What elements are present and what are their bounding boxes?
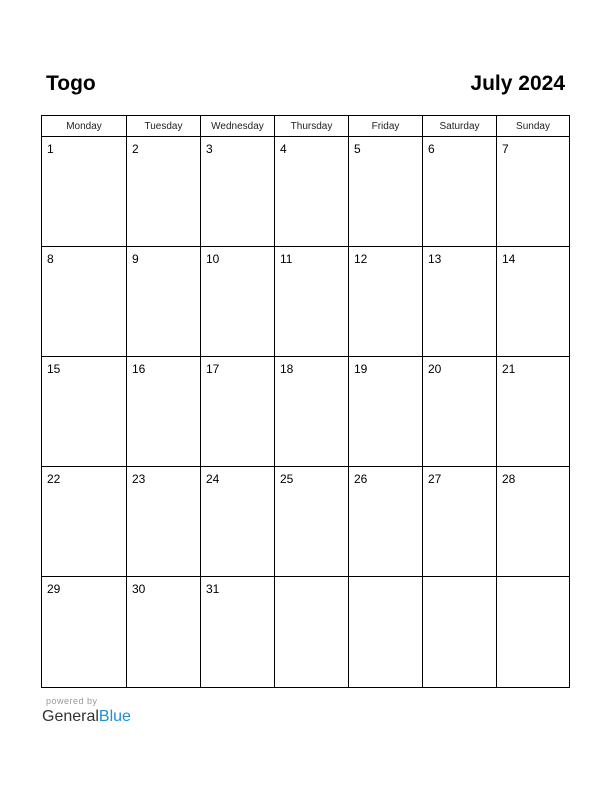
weekday-header-wednesday: Wednesday (201, 116, 275, 137)
brand-blue-text: Blue (98, 708, 131, 725)
day-number: 18 (280, 362, 294, 376)
day-cell (127, 137, 201, 247)
day-number: 22 (47, 472, 61, 486)
day-cell (42, 577, 127, 687)
day-number: 20 (428, 362, 442, 376)
day-cell (201, 467, 275, 577)
day-number: 7 (502, 142, 509, 156)
day-number: 26 (354, 472, 368, 486)
weekday-header-friday: Friday (349, 116, 423, 137)
day-number: 6 (428, 142, 435, 156)
day-number: 2 (132, 142, 139, 156)
weekday-header-thursday: Thursday (275, 116, 349, 137)
day-cell (349, 137, 423, 247)
day-number: 14 (502, 252, 516, 266)
weekday-header-monday: Monday (42, 116, 127, 137)
day-cell (423, 247, 497, 357)
day-cell-empty (497, 577, 569, 687)
day-cell (42, 247, 127, 357)
weekday-header-tuesday: Tuesday (127, 116, 201, 137)
day-cell (349, 247, 423, 357)
day-cell (497, 357, 569, 467)
month-year-title: July 2024 (470, 72, 565, 95)
day-number: 24 (206, 472, 220, 486)
day-number: 16 (132, 362, 146, 376)
day-cell (42, 137, 127, 247)
day-number: 4 (280, 142, 287, 156)
day-number: 15 (47, 362, 61, 376)
day-number: 28 (502, 472, 516, 486)
day-number: 10 (206, 252, 220, 266)
day-cell (423, 137, 497, 247)
day-cell (201, 577, 275, 687)
weekday-header-saturday: Saturday (423, 116, 497, 137)
day-number: 29 (47, 582, 61, 596)
day-cell (275, 247, 349, 357)
day-number: 25 (280, 472, 294, 486)
day-number: 31 (206, 582, 220, 596)
day-number: 13 (428, 252, 442, 266)
day-number: 11 (280, 252, 293, 266)
day-cell (201, 357, 275, 467)
day-cell-empty (349, 577, 423, 687)
day-cell (275, 357, 349, 467)
day-cell-empty (275, 577, 349, 687)
day-cell (497, 247, 569, 357)
day-number: 9 (132, 252, 139, 266)
calendar-grid (41, 115, 570, 688)
day-number: 8 (47, 252, 54, 266)
day-number: 30 (132, 582, 146, 596)
day-number: 21 (502, 362, 516, 376)
day-number: 12 (354, 252, 368, 266)
country-title: Togo (46, 72, 96, 95)
day-number: 27 (428, 472, 442, 486)
day-cell (423, 357, 497, 467)
day-number: 5 (354, 142, 361, 156)
day-cell (127, 577, 201, 687)
day-cell (42, 357, 127, 467)
brand-logo[interactable] (42, 708, 131, 726)
brand-general-text: General (42, 708, 99, 725)
weekday-header-sunday: Sunday (497, 116, 569, 137)
day-cell (127, 357, 201, 467)
day-cell (127, 247, 201, 357)
day-cell (201, 247, 275, 357)
day-number: 17 (206, 362, 220, 376)
day-number: 1 (47, 142, 54, 156)
day-cell (127, 467, 201, 577)
day-cell (497, 467, 569, 577)
powered-by-label: powered by (46, 696, 98, 706)
day-cell (349, 357, 423, 467)
day-cell (275, 467, 349, 577)
day-cell (349, 467, 423, 577)
day-cell (497, 137, 569, 247)
day-cell (42, 467, 127, 577)
day-cell (423, 467, 497, 577)
day-cell (201, 137, 275, 247)
day-number: 23 (132, 472, 146, 486)
day-number: 19 (354, 362, 368, 376)
day-cell-empty (423, 577, 497, 687)
day-cell (275, 137, 349, 247)
day-number: 3 (206, 142, 213, 156)
